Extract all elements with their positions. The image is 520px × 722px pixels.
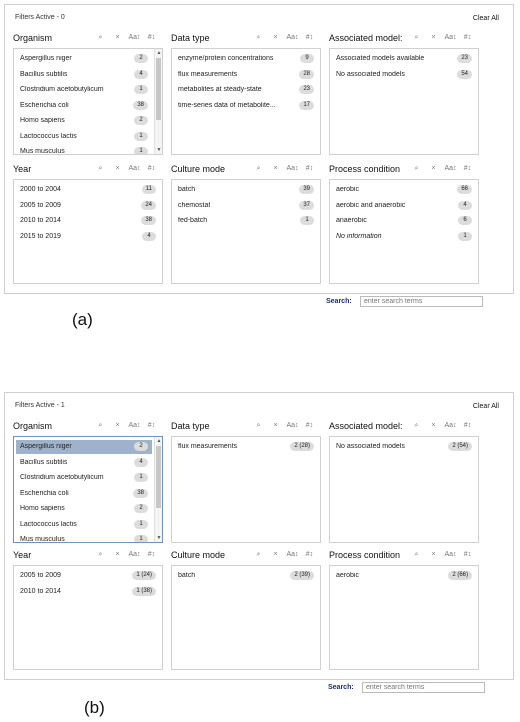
facet-tools xyxy=(250,422,318,430)
clear-filter-icon[interactable]: × xyxy=(115,165,120,172)
facet-row[interactable] xyxy=(16,99,152,113)
facet-title: Data type xyxy=(171,33,210,43)
sort-alpha-icon[interactable]: Aa↕ xyxy=(128,34,141,41)
facet-row[interactable] xyxy=(16,456,152,470)
facet-row[interactable] xyxy=(332,569,476,583)
facet-row[interactable] xyxy=(16,145,152,155)
sort-count-icon[interactable]: #↕ xyxy=(463,551,472,558)
filter-panel-a xyxy=(4,4,514,294)
count-badge: 17 xyxy=(299,101,314,110)
clear-filter-icon[interactable]: × xyxy=(431,34,436,41)
search-filter-icon[interactable]: ⌕ xyxy=(256,34,261,41)
count-badge: 2 xyxy=(134,116,148,125)
facet-row[interactable] xyxy=(16,83,152,97)
count-badge: 24 xyxy=(141,201,156,210)
facet-row-label: Homo sapiens xyxy=(20,117,65,124)
facet-row[interactable] xyxy=(16,585,160,599)
sort-alpha-icon[interactable]: Aa↕ xyxy=(286,165,299,172)
search-filter-icon[interactable]: ⌕ xyxy=(414,165,419,172)
facet-title: Organism xyxy=(13,421,53,431)
count-badge: 1 xyxy=(134,535,148,543)
facet-row-label: chemostat xyxy=(178,201,211,209)
clear-filter-icon[interactable]: × xyxy=(273,422,278,429)
facet-row-label: Clostridium acetobutylicum xyxy=(20,474,104,481)
search-filter-icon[interactable]: ⌕ xyxy=(414,422,419,429)
search-filter-icon[interactable]: ⌕ xyxy=(256,165,261,172)
facet-title: Culture mode xyxy=(171,550,226,560)
count-badge: 4 xyxy=(142,232,156,241)
facet-organism xyxy=(13,33,163,155)
facet-row-label: time-series data of metabolite... xyxy=(178,101,276,109)
count-badge: 9 xyxy=(300,54,314,63)
facet-row-label: flux measurements xyxy=(178,443,238,450)
facet-row[interactable] xyxy=(332,52,476,66)
scroll-down-icon[interactable]: ▼ xyxy=(156,535,162,541)
count-badge: 66 xyxy=(457,185,472,194)
facet-row-label: Escherichia coli xyxy=(20,101,69,109)
count-badge: 4 xyxy=(134,70,148,79)
clear-filter-icon[interactable]: × xyxy=(431,422,436,429)
facet-tools xyxy=(250,165,318,173)
facet-culture-mode xyxy=(171,164,321,284)
facet-title: Associated model: xyxy=(329,421,403,431)
facet-data-type xyxy=(171,33,321,155)
count-badge: 2 (39) xyxy=(290,571,314,580)
count-badge: 1 xyxy=(134,85,148,94)
count-badge: 1 xyxy=(134,132,148,141)
facet-row-label: 2010 to 2014 xyxy=(20,217,61,224)
search-label: Search: xyxy=(328,684,354,691)
sort-alpha-icon[interactable]: Aa↕ xyxy=(128,422,141,429)
facet-row-label: batch xyxy=(178,572,196,579)
count-badge: 23 xyxy=(299,85,314,94)
facet-row[interactable] xyxy=(174,440,318,454)
sort-alpha-icon[interactable]: Aa↕ xyxy=(286,551,299,558)
sort-count-icon[interactable]: #↕ xyxy=(147,422,156,429)
search-filter-icon[interactable]: ⌕ xyxy=(414,34,419,41)
facet-list xyxy=(171,436,321,543)
facet-row-label: 2010 to 2014 xyxy=(20,587,61,595)
facet-row-label: Homo sapiens xyxy=(20,505,65,512)
facet-tools xyxy=(250,34,318,42)
sort-alpha-icon[interactable]: Aa↕ xyxy=(444,165,457,172)
facet-row-label: metabolites at steady-state xyxy=(178,86,262,93)
count-badge: 1 xyxy=(458,232,472,241)
facet-row-label: Escherichia coli xyxy=(20,489,69,497)
sort-count-icon[interactable]: #↕ xyxy=(147,34,156,41)
facet-row-label: fed-batch xyxy=(178,217,208,224)
facet-row[interactable] xyxy=(332,214,476,228)
count-badge: 2 (66) xyxy=(448,571,472,580)
facet-row[interactable] xyxy=(16,440,152,454)
figure-caption: (a) xyxy=(72,310,93,329)
facet-title: Process condition xyxy=(329,164,401,174)
facet-process-condition xyxy=(329,164,479,284)
facet-row[interactable] xyxy=(16,518,152,532)
sort-count-icon[interactable]: #↕ xyxy=(147,551,156,558)
figure-caption: (b) xyxy=(84,698,105,717)
facet-row-label: Aspergillus niger xyxy=(20,55,72,62)
facet-row-label: No information xyxy=(336,232,382,240)
facet-row[interactable] xyxy=(174,83,318,97)
search-filter-icon[interactable]: ⌕ xyxy=(256,551,261,558)
facet-title: Organism xyxy=(13,33,53,43)
facet-row-label: aerobic xyxy=(336,572,359,579)
count-badge: 2 xyxy=(134,504,148,513)
facet-row[interactable] xyxy=(16,68,152,82)
facet-row[interactable] xyxy=(16,52,152,66)
facet-title: Process condition xyxy=(329,550,401,560)
search-filter-icon[interactable]: ⌕ xyxy=(98,165,103,172)
facet-process-condition xyxy=(329,550,479,670)
facet-row[interactable] xyxy=(16,502,152,516)
sort-count-icon[interactable]: #↕ xyxy=(305,551,314,558)
facet-row-label: No associated models xyxy=(336,70,405,78)
facet-year xyxy=(13,164,163,284)
facet-row-label: Mus musculus xyxy=(20,148,65,155)
facet-row[interactable] xyxy=(16,569,160,583)
facet-row-label: aerobic and anaerobic xyxy=(336,201,406,209)
facet-row[interactable] xyxy=(174,99,318,113)
sort-alpha-icon[interactable]: Aa↕ xyxy=(286,422,299,429)
facet-row[interactable] xyxy=(174,199,318,213)
sort-alpha-icon[interactable]: Aa↕ xyxy=(128,551,141,558)
clear-all-button[interactable]: Clear All xyxy=(472,403,499,410)
clear-filter-icon[interactable]: × xyxy=(273,34,278,41)
count-badge: 4 xyxy=(458,201,472,210)
facet-associated-model xyxy=(329,421,479,543)
facet-row[interactable] xyxy=(16,214,160,228)
count-badge: 54 xyxy=(457,70,472,79)
facet-row-label: Bacillus subtilis xyxy=(20,70,68,78)
count-badge: 2 xyxy=(134,442,148,451)
sort-count-icon[interactable]: #↕ xyxy=(305,422,314,429)
facet-row[interactable] xyxy=(16,533,152,543)
sort-count-icon[interactable]: #↕ xyxy=(463,34,472,41)
facet-row-label: Mus musculus xyxy=(20,536,65,543)
facet-culture-mode xyxy=(171,550,321,670)
sort-alpha-icon[interactable]: Aa↕ xyxy=(444,34,457,41)
facet-row-label: Lactococcus lactis xyxy=(20,132,77,140)
count-badge: 38 xyxy=(133,489,148,498)
facet-title: Year xyxy=(13,550,32,560)
scroll-down-icon[interactable]: ▼ xyxy=(156,147,162,153)
facet-list xyxy=(329,565,479,670)
search-input[interactable] xyxy=(360,296,483,307)
search-input[interactable] xyxy=(362,682,485,693)
facet-list xyxy=(13,436,163,543)
facet-row-label: batch xyxy=(178,186,196,193)
facet-row[interactable] xyxy=(16,183,160,197)
facet-list xyxy=(329,48,479,155)
facet-tools xyxy=(92,34,160,42)
search-filter-icon[interactable]: ⌕ xyxy=(414,551,419,558)
facet-tools xyxy=(92,551,160,559)
facet-row[interactable] xyxy=(332,183,476,197)
facet-row[interactable] xyxy=(16,114,152,128)
count-badge: 2 (28) xyxy=(290,442,314,451)
facet-list xyxy=(171,48,321,155)
facet-year xyxy=(13,550,163,670)
facet-row-label: anaerobic xyxy=(336,217,367,224)
count-badge: 38 xyxy=(141,216,156,225)
facet-row[interactable] xyxy=(16,230,160,244)
sort-alpha-icon[interactable]: Aa↕ xyxy=(444,422,457,429)
facet-associated-model xyxy=(329,33,479,155)
clear-filter-icon[interactable]: × xyxy=(115,551,120,558)
filter-panel-b xyxy=(4,392,514,680)
facet-row[interactable] xyxy=(174,183,318,197)
facet-row[interactable] xyxy=(174,52,318,66)
facet-row[interactable] xyxy=(16,487,152,501)
facet-row[interactable] xyxy=(332,440,476,454)
facet-tools xyxy=(408,34,476,42)
facet-list xyxy=(13,179,163,284)
facet-row[interactable] xyxy=(174,569,318,583)
scroll-up-icon[interactable]: ▲ xyxy=(156,50,162,56)
facet-data-type xyxy=(171,421,321,543)
count-badge: 39 xyxy=(299,185,314,194)
count-badge: 38 xyxy=(133,101,148,110)
scrollbar-thumb[interactable] xyxy=(156,446,161,508)
count-badge: 2 xyxy=(134,54,148,63)
count-badge: 23 xyxy=(457,54,472,63)
filters-active-label: Filters Active - 1 xyxy=(15,402,65,409)
search-filter-icon[interactable]: ⌕ xyxy=(256,422,261,429)
facet-row[interactable] xyxy=(16,130,152,144)
scrollbar[interactable] xyxy=(154,437,162,542)
facet-title: Year xyxy=(13,164,32,174)
count-badge: 37 xyxy=(299,201,314,210)
facet-row-label: Aspergillus niger xyxy=(20,443,72,450)
count-badge: 2 (54) xyxy=(448,442,472,451)
facet-row-label: Clostridium acetobutylicum xyxy=(20,86,104,93)
count-badge: 1 (38) xyxy=(132,587,156,596)
facet-row-label: Associated models available xyxy=(336,55,425,62)
facet-title: Culture mode xyxy=(171,164,226,174)
sort-alpha-icon[interactable]: Aa↕ xyxy=(128,165,141,172)
sort-count-icon[interactable]: #↕ xyxy=(463,422,472,429)
facet-row[interactable] xyxy=(174,214,318,228)
clear-filter-icon[interactable]: × xyxy=(273,165,278,172)
count-badge: 6 xyxy=(458,216,472,225)
count-badge: 11 xyxy=(142,185,156,194)
facet-list xyxy=(171,565,321,670)
facet-list xyxy=(329,436,479,543)
clear-all-button[interactable]: Clear All xyxy=(472,15,499,22)
facet-row[interactable] xyxy=(332,68,476,82)
count-badge: 1 xyxy=(134,520,148,529)
sort-count-icon[interactable]: #↕ xyxy=(463,165,472,172)
facet-row-label: aerobic xyxy=(336,186,359,193)
clear-filter-icon[interactable]: × xyxy=(115,34,120,41)
facet-row-label: 2005 to 2009 xyxy=(20,572,61,579)
facet-title: Data type xyxy=(171,421,210,431)
facet-row[interactable] xyxy=(174,68,318,82)
facet-row[interactable] xyxy=(332,199,476,213)
count-badge: 28 xyxy=(299,70,314,79)
facet-row-label: 2000 to 2004 xyxy=(20,186,61,193)
facet-row-label: No associated models xyxy=(336,443,405,450)
count-badge: 1 xyxy=(134,473,148,482)
scroll-up-icon[interactable]: ▲ xyxy=(156,438,162,444)
facet-row-label: 2005 to 2009 xyxy=(20,201,61,209)
clear-filter-icon[interactable]: × xyxy=(431,551,436,558)
sort-count-icon[interactable]: #↕ xyxy=(305,165,314,172)
search-filter-icon[interactable]: ⌕ xyxy=(98,34,103,41)
facet-list xyxy=(329,179,479,284)
search-filter-icon[interactable]: ⌕ xyxy=(98,422,103,429)
clear-filter-icon[interactable]: × xyxy=(431,165,436,172)
count-badge: 4 xyxy=(134,458,148,467)
search-filter-icon[interactable]: ⌕ xyxy=(98,551,103,558)
scrollbar[interactable] xyxy=(154,49,162,154)
facet-tools xyxy=(408,422,476,430)
facet-tools xyxy=(250,551,318,559)
sort-count-icon[interactable]: #↕ xyxy=(305,34,314,41)
facet-row-label: flux measurements xyxy=(178,70,238,78)
clear-filter-icon[interactable]: × xyxy=(115,422,120,429)
facet-tools xyxy=(408,165,476,173)
sort-count-icon[interactable]: #↕ xyxy=(147,165,156,172)
facet-list xyxy=(13,565,163,670)
facet-title: Associated model: xyxy=(329,33,403,43)
facet-row-label: enzyme/protein concentrations xyxy=(178,55,274,62)
scrollbar-thumb[interactable] xyxy=(156,58,161,120)
sort-alpha-icon[interactable]: Aa↕ xyxy=(286,34,299,41)
sort-alpha-icon[interactable]: Aa↕ xyxy=(444,551,457,558)
filters-active-label: Filters Active - 0 xyxy=(15,14,65,21)
clear-filter-icon[interactable]: × xyxy=(273,551,278,558)
facet-row-label: Lactococcus lactis xyxy=(20,520,77,528)
search-label: Search: xyxy=(326,298,352,305)
facet-row[interactable] xyxy=(16,199,160,213)
facet-row-label: Bacillus subtilis xyxy=(20,458,68,466)
facet-row-label: 2015 to 2019 xyxy=(20,232,61,240)
facet-list xyxy=(171,179,321,284)
facet-organism xyxy=(13,421,163,543)
facet-list xyxy=(13,48,163,155)
count-badge: 1 (24) xyxy=(132,571,156,580)
facet-row[interactable] xyxy=(16,471,152,485)
facet-tools xyxy=(92,422,160,430)
facet-tools xyxy=(408,551,476,559)
count-badge: 1 xyxy=(134,147,148,155)
count-badge: 1 xyxy=(300,216,314,225)
facet-row[interactable] xyxy=(332,230,476,244)
facet-tools xyxy=(92,165,160,173)
